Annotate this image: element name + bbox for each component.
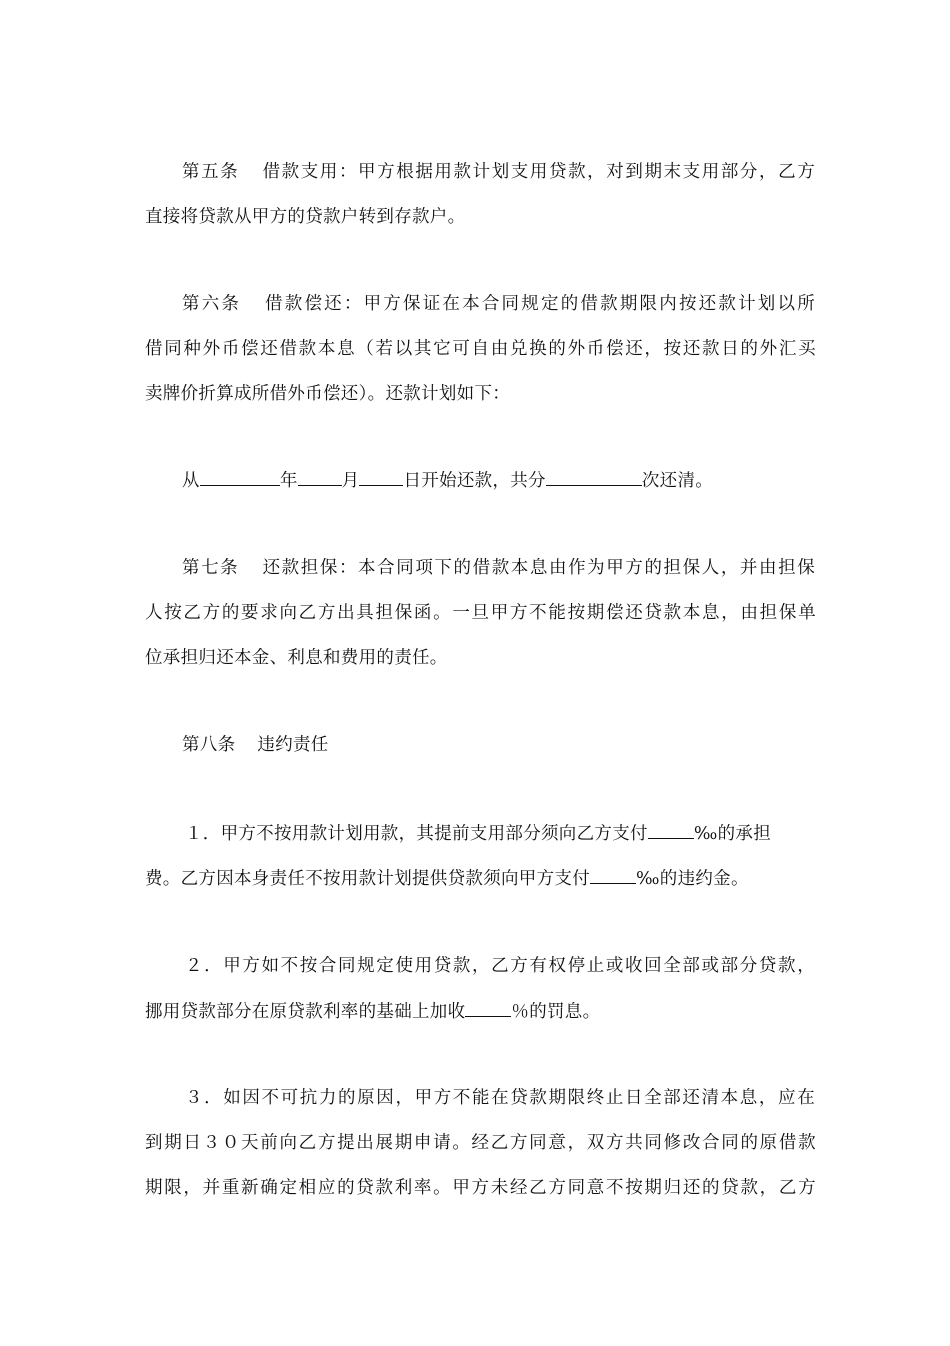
article6-line2: 借同种外币偿还借款本息（若以其它可自由兑换的外币偿还，按还款日的外汇买	[145, 339, 815, 359]
repayment-from: 从	[182, 471, 200, 491]
article7-heading: 第七条	[182, 558, 240, 578]
item1-text-d: ‰的违约金。	[636, 869, 749, 889]
item1-text-a: １．甲方不按用款计划用款，其提前支用部分须向乙方支付	[185, 824, 648, 844]
article7-line2: 人按乙方的要求向乙方出具担保函。一旦甲方不能按期偿还贷款本息，由担保单	[145, 603, 815, 623]
repayment-day-start: 日开始还款，共分	[403, 471, 546, 491]
item2-line1: ２．甲方如不按合同规定使用贷款，乙方有权停止或收回全部或部分贷款，	[185, 956, 815, 976]
article7-line3: 位承担归还本金、利息和费用的责任。	[145, 648, 448, 668]
article5-text: 借款支用：甲方根据用款计划支用贷款，对到期末支用部分，乙方	[261, 162, 815, 182]
article7-text: 还款担保：本合同项下的借款本息由作为甲方的担保人，并由担保	[261, 558, 815, 578]
blank-commitment-fee[interactable]	[648, 820, 694, 839]
article5-heading: 第五条	[182, 162, 240, 182]
blank-day[interactable]	[359, 467, 403, 486]
item1-text-b: ‰的承担	[693, 824, 771, 844]
item3-line2: 到期日３０天前向乙方提出展期申请。经乙方同意，双方共同修改合同的原借款	[145, 1133, 815, 1153]
blank-month[interactable]	[298, 467, 342, 486]
item2-text-b: ％的罚息。	[511, 1002, 601, 1022]
item3-line3: 期限，并重新确定相应的贷款利率。甲方未经乙方同意不按期归还的贷款，乙方	[145, 1178, 815, 1198]
article5-line2: 直接将贷款从甲方的贷款户转到存款户。	[145, 207, 466, 227]
article5-line1	[145, 159, 815, 185]
blank-year[interactable]	[200, 467, 280, 486]
blank-penalty-interest[interactable]	[465, 998, 511, 1017]
article7-line1	[145, 555, 815, 581]
repayment-year: 年	[279, 471, 298, 491]
blank-times[interactable]	[546, 467, 642, 486]
blank-penalty-rate[interactable]	[590, 865, 636, 884]
repayment-line	[145, 467, 815, 493]
item1-line1	[145, 820, 815, 846]
item1-line2	[145, 865, 815, 891]
article6-line3: 卖牌价折算成所借外币偿还）。还款计划如下：	[145, 384, 511, 404]
article8-heading-line	[145, 732, 815, 758]
article8-title: 违约责任	[257, 735, 329, 755]
article6-text: 借款偿还：甲方保证在本合同规定的借款期限内按还款计划以所	[263, 294, 815, 314]
article6-line1	[145, 291, 815, 317]
item1-text-c: 费。乙方因本身责任不按用款计划提供贷款须向甲方支付	[145, 869, 590, 889]
item2-text-a: 挪用贷款部分在原贷款利率的基础上加收	[145, 1002, 466, 1022]
article8-heading: 第八条	[182, 735, 236, 755]
repayment-times: 次还清。	[641, 471, 714, 491]
repayment-month: 月	[341, 471, 360, 491]
item3-line1: ３．如因不可抗力的原因，甲方不能在贷款期限终止日全部还清本息，应在	[185, 1088, 815, 1108]
article6-heading: 第六条	[182, 294, 242, 314]
item2-line2	[145, 998, 815, 1024]
